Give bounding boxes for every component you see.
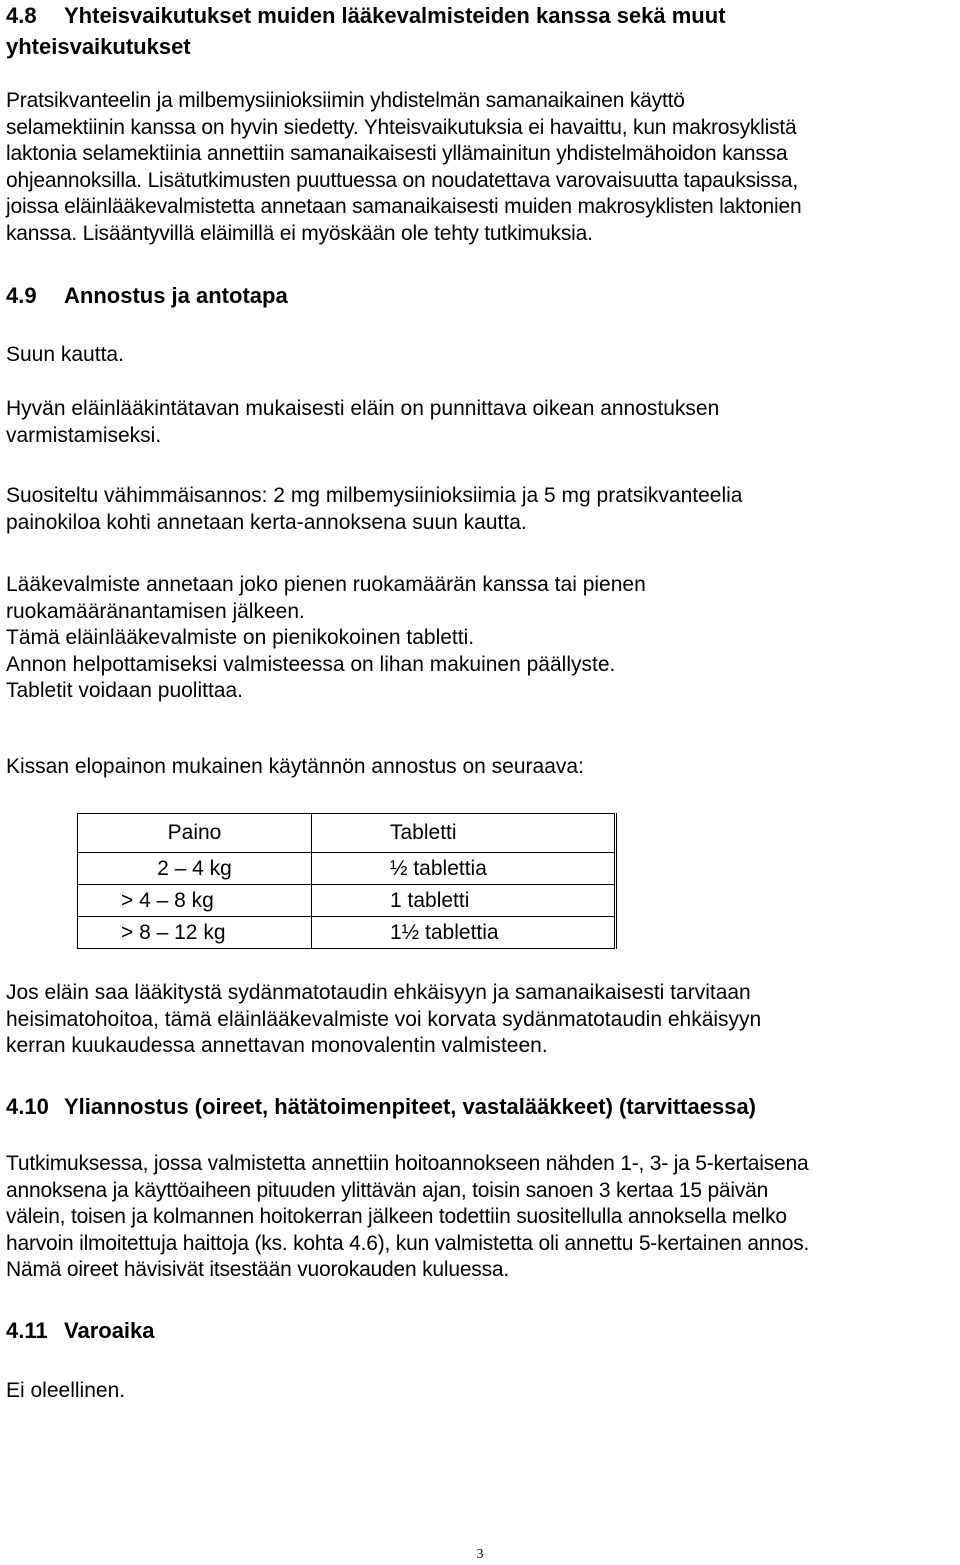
table-cell: 1½ tablettia [312, 917, 616, 949]
section-4-11-body [6, 1378, 125, 1405]
text-line: laktonia selamektiinia annettiin samanaikaisesti yllämainitun yhdistelmähoidon kanssa [6, 142, 788, 165]
table-cell: 2 – 4 kg [78, 853, 312, 885]
text-line: Tabletit voidaan puolittaa. [6, 679, 243, 702]
text-line: annoksena ja käyttöaiheen pituuden ylittävän ajan, toisin sanoen 3 kertaa 15 päivän [6, 1178, 769, 1202]
section-title: Yhteisvaikutukset muiden lääkevalmisteiden kanssa sekä muut [64, 3, 726, 28]
section-title: Varoaika [64, 1318, 155, 1343]
text-line: Suositeltu vähimmäisannos: 2 mg milbemysiinioksiimia ja 5 mg pratsikvanteelia [6, 484, 743, 507]
section-number: 4.10 [6, 1094, 49, 1119]
section-title-continued: yhteisvaikutukset [6, 34, 191, 59]
text-line: ohjeannoksilla. Lisätutkimusten puuttuessa on noudatettava varovaisuutta tapauksissa, [6, 168, 799, 192]
text-line: painokiloa kohti annetaan kerta-annoksena suun kautta. [6, 510, 527, 534]
text-line: heisimatohoitoa, tämä eläinlääkevalmiste voi korvata sydänmatotaudin ehkäisyyn [6, 1007, 762, 1031]
text-line: Jos eläin saa lääkitystä sydänmatotaudin ehkäisyyn ja samanaikaisesti tarvitaan [6, 981, 751, 1004]
text-line: kerran kuukaudessa annettavan monovalentin valmisteen. [6, 1034, 548, 1057]
section-4-8-heading [6, 0, 726, 62]
section-4-9-p4 [6, 572, 646, 705]
text-line: Kissan elopainon mukainen käytännön annostus on seuraava: [6, 755, 584, 778]
page-number: 3 [476, 1547, 484, 1562]
table-header-row [78, 814, 616, 853]
section-number: 4.8 [6, 3, 37, 28]
table-cell: ½ tablettia [312, 853, 616, 885]
table-cell: > 4 – 8 kg [78, 885, 312, 917]
text-line: Suun kautta. [6, 343, 124, 366]
section-4-11-heading [6, 1315, 155, 1346]
dosage-table [77, 813, 617, 949]
text-line: Tutkimuksessa, jossa valmistetta annettiin hoitoannokseen nähden 1-, 3- ja 5-kertaisena [6, 1152, 809, 1175]
text-line: joissa eläinlääkevalmistetta annetaan samanaikaisesti muiden makrosyklisten laktonien [6, 195, 802, 218]
text-line: varmistamiseksi. [6, 423, 162, 447]
section-4-9-p5 [6, 754, 584, 781]
text-line: harvoin ilmoitettuja haittoja (ks. kohta 4.6), kun valmistetta oli annettu 5-kertainen annos. [6, 1231, 810, 1255]
text-line: välein, toisen ja kolmannen hoitokerran jälkeen todettiin suositellulla annoksella melko [6, 1205, 787, 1228]
section-4-10-body [6, 1151, 809, 1284]
section-title: Annostus ja antotapa [64, 283, 288, 308]
section-4-9-p6 [6, 980, 761, 1060]
column-header-paino: Paino [78, 814, 312, 853]
section-4-10-heading [6, 1091, 756, 1122]
section-4-9-p3 [6, 483, 742, 536]
text-line: Pratsikvanteelin ja milbemysiinioksiimin yhdistelmän samanaikainen käyttö [6, 89, 685, 112]
table-cell: > 8 – 12 kg [78, 917, 312, 949]
table-row [78, 917, 616, 949]
text-line: Hyvän eläinlääkintätavan mukaisesti eläin on punnittava oikean annostuksen [6, 397, 720, 420]
section-4-8-body [6, 88, 801, 247]
section-4-9-heading [6, 280, 288, 311]
section-title: Yliannostus (oireet, hätätoimenpiteet, vastalääkkeet) (tarvittaessa) [64, 1094, 757, 1119]
section-number: 4.9 [6, 283, 37, 308]
text-line: ruokamääränantamisen jälkeen. [6, 599, 305, 623]
table-row [78, 853, 616, 885]
text-line: Tämä eläinlääkevalmiste on pienikokoinen tabletti. [6, 626, 475, 649]
text-line: kanssa. Lisääntyvillä eläimillä ei myöskään ole tehty tutkimuksia. [6, 221, 593, 245]
table-row [78, 885, 616, 917]
section-number: 4.11 [6, 1318, 48, 1343]
section-4-9-p1 [6, 342, 124, 369]
text-line: Lääkevalmiste annetaan joko pienen ruokamäärän kanssa tai pienen [6, 573, 646, 596]
table-cell: 1 tabletti [312, 885, 616, 917]
text-line: Annon helpottamiseksi valmisteessa on lihan makuinen päällyste. [6, 652, 616, 676]
section-4-9-p2 [6, 396, 719, 449]
text-line: Ei oleellinen. [6, 1379, 126, 1402]
column-header-tabletti: Tabletti [312, 814, 616, 853]
text-line: Nämä oireet hävisivät itsestään vuorokauden kuluessa. [6, 1258, 510, 1281]
text-line: selamektiinin kanssa on hyvin siedetty. Yhteisvaikutuksia ei havaittu, kun makrosyklistä [6, 115, 797, 139]
